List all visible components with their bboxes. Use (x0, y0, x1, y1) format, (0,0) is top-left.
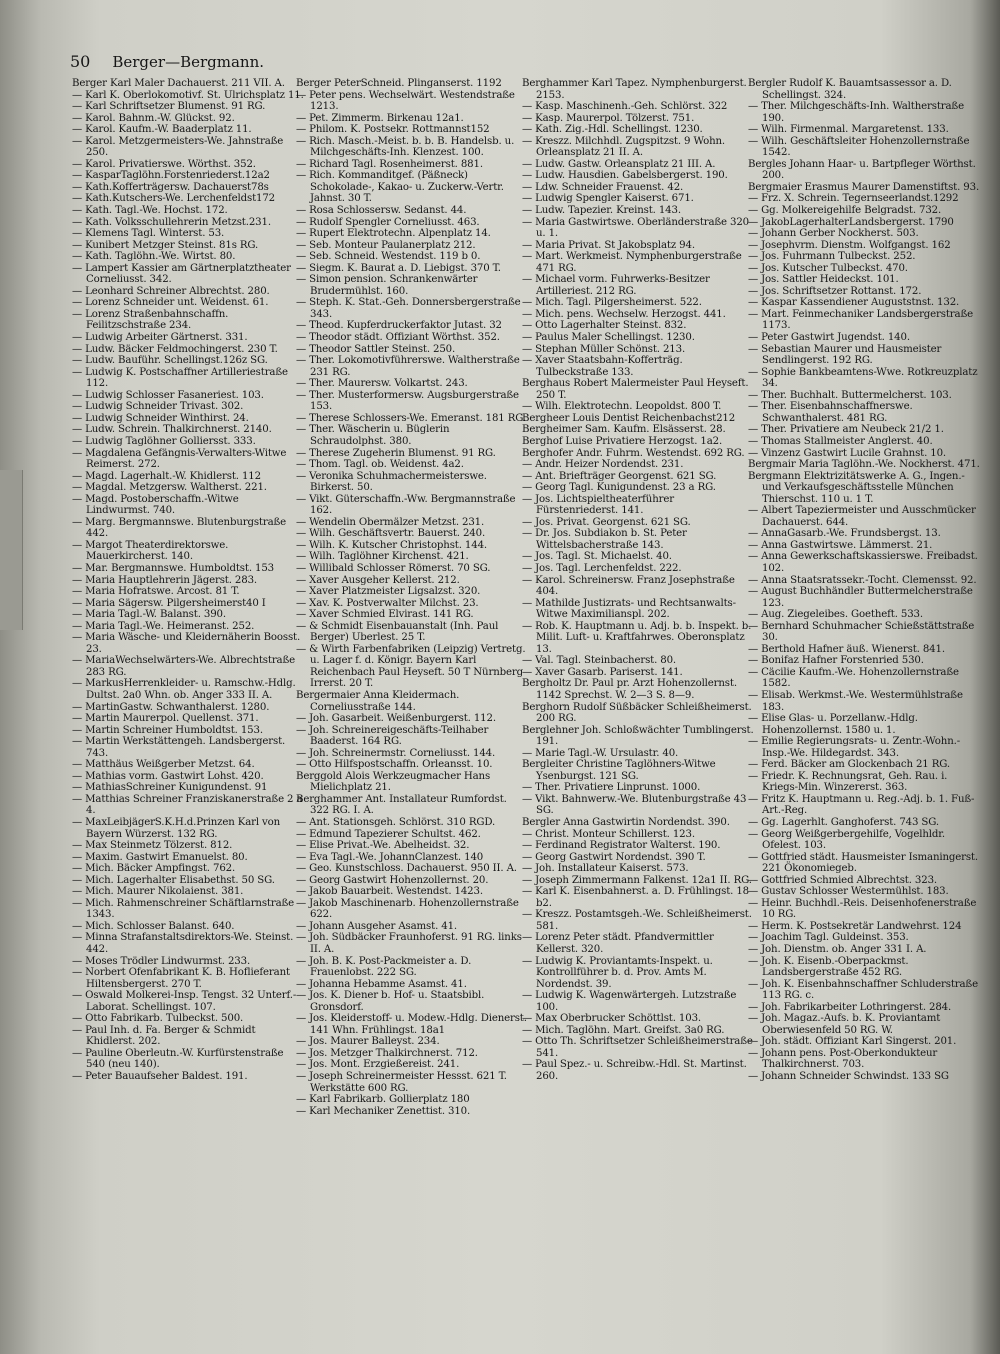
directory-entry: — Mich. Schlosser Balanst. 640. (72, 920, 235, 932)
directory-entry: — Rupert Elektrotechn. Alpenplatz 14. (296, 228, 491, 240)
directory-entry: — Kunibert Metzger Steinst. 81s RG. (72, 239, 259, 251)
directory-entry: — Otto Lagerhalter Steinst. 832. (522, 320, 687, 332)
directory-entry: — Maxim. Gastwirt Emanuelst. 80. (72, 851, 248, 863)
directory-entry: — Johanna Hebamme Asamst. 41. (296, 978, 467, 990)
directory-entry: — Ferd. Bäcker am Glockenbach 21 RG. (748, 759, 950, 771)
directory-entry: — Willibald Schlosser Römerst. 70 SG. (296, 562, 491, 574)
running-title: Berger—Bergmann. (112, 53, 265, 71)
directory-entry: — Georg Gastwirt Hohenzollernst. 20. (296, 874, 489, 886)
directory-entry: — Ant. Stationsgeh. Schlörst. 310 RGD. (296, 817, 496, 828)
directory-entry: — Ludw. Gastw. Orleansplatz 21 III. A. (522, 158, 716, 170)
directory-entry: — Emilie Regierungsrats- u. Zentr.-Wohn.-Insp.-We. Hildegardst. 343. (748, 736, 960, 759)
directory-entry: — Pet. Zimmerm. Birkenau 12a1. (296, 112, 464, 124)
directory-entry: — Karl Mechaniker Zenettist. 310. (296, 1105, 471, 1117)
directory-entry: — Ludw. Bauführ. Schellingst.126z SG. (72, 355, 268, 367)
directory-entry: — Kath. Volksschullehrerin Metzst.231. (72, 216, 271, 228)
directory-entry: — Wilh. Taglöhner Kirchenst. 421. (296, 551, 469, 563)
directory-entry: — Kreszz. Milchhdl. Zugspitzst. 9 Wohn. Orleansplatz 21 II. A. (522, 135, 725, 159)
directory-entry: — Mar. Bergmannswe. Humboldtst. 153 (72, 562, 275, 574)
directory-entry: — Thomas Stallmeister Anglerst. 40. (748, 435, 933, 447)
directory-entry: — Stephan Müller Schönst. 213. (522, 343, 686, 355)
directory-entry: — Wendelin Obermälzer Metzst. 231. (296, 516, 485, 528)
directory-entry: — Karl Schriftsetzer Blumenst. 91 RG. (72, 101, 266, 113)
directory-entry: — Val. Tagl. Steinbacherst. 80. (522, 655, 677, 667)
directory-entry: — Joh. Dienstm. ob. Anger 331 I. A. (748, 944, 927, 956)
directory-entry: — Jos. Kleiderstoff- u. Modew.-Hdlg. Dienerst. 141 Whn. Frühlingst. 18a1 (296, 1013, 527, 1036)
directory-entry: — Maria Tagl.-W. Balanst. 390. (72, 609, 226, 621)
directory-entry: — Norbert Ofenfabrikant K. B. Hoflieferant Hiltensbergerst. 270 T. (72, 967, 290, 990)
directory-entry: — Dr. Jos. Subdiakon b. St. Peter Wittelsbacherstraße 143. (522, 528, 687, 551)
directory-entry: — Ther. Musterformersw. Augsburgerstraße 153. (296, 389, 519, 413)
directory-entry: — Jos. Metzger Thalkirchnerst. 712. (296, 1047, 478, 1059)
directory-entry: — Wilh. Geschäftsleiter Hohenzollernstraße 1542. (748, 135, 970, 159)
directory-entry: — Jos. Sattler Heideckst. 101. (748, 274, 899, 286)
directory-entry: — Wilh. K. Kutscher Christophst. 144. (296, 539, 487, 551)
directory-entry: — MaxLeibjägerS.K.H.d.Prinzen Karl von Bayern Würzerst. 132 RG. (72, 817, 281, 840)
directory-entry: — Seb. Monteur Paulanerplatz 212. (296, 239, 476, 251)
directory-entry: — Thom. Tagl. ob. Weidenst. 4a2. (296, 459, 464, 471)
directory-entry: — Ther. Milchgeschäfts-Inh. Waltherstraße 190. (748, 101, 964, 124)
directory-entry: — Mathias vorm. Gastwirt Lohst. 420. (72, 770, 264, 782)
directory-entry: Berghammer Ant. Installateur Rumfordst. 322 RG. I. A. (296, 793, 507, 817)
directory-entry: Bergholtz Dr. Paul pr. Arzt Hohenzollernst. 1142 Sprechst. W. 2—3 S. 8—9. (522, 678, 737, 701)
directory-entry: — Mich. Lagerhalter Elisabethst. 50 SG. (72, 874, 275, 886)
directory-entry: — Kath. Zig.-Hdl. Schellingst. 1230. (522, 124, 703, 136)
directory-entry: — Johann pens. Post-Oberkondukteur Thalkirchnerst. 703. (748, 1047, 938, 1071)
directory-entry: — Kath.Kutschers-We. Lerchenfeldst172 (72, 193, 276, 205)
directory-entry: — Andr. Heizer Nordendst. 231. (522, 459, 684, 471)
directory-entry: — Friedr. K. Rechnungsrat, Geh. Rau. i. Kriegs-Min. Winzererst. 363. (748, 770, 948, 794)
directory-entry: — Wilh. Firmenmal. Margaretenst. 133. (748, 124, 949, 136)
directory-entry: Berger Karl Maler Dachauerst. 211 VII. A. (72, 78, 285, 89)
directory-entry: — Xav. K. Postverwalter Milchst. 23. (296, 597, 479, 609)
column-1 (72, 78, 304, 1083)
directory-entry: — Jakob Maschinenarb. Hohenzollernstraße 622. (296, 897, 519, 921)
directory-entry: — Sophie Bankbeamtens-Wwe. Rotkreuzplatz 34. (748, 366, 978, 390)
directory-entry: — Cäcilie Kaufm.-We. Hohenzollernstraße 1582. (748, 666, 959, 690)
directory-entry: — Kreszz. Postamtsgeh.-We. Schleißheimerst. 581. (522, 909, 752, 932)
directory-entry: — Martin Werkstättengeh. Landsbergerst. 743. (72, 736, 286, 759)
directory-entry: — Ldw. Schneider Frauenst. 42. (522, 181, 684, 193)
directory-entry: — Maria Wäsche- und Kleidernäherin Boosst. 23. (72, 632, 301, 655)
directory-entry: — Anna Gewerkschaftskassierswe. Freibadst. 102. (748, 551, 978, 574)
directory-entry: — Lorenz Schneider unt. Weidenst. 61. (72, 297, 269, 309)
directory-entry: — Maria Hauptlehrerin Jägerst. 283. (72, 574, 257, 586)
directory-entry: — Anna Gastwirtswe. Lämmerst. 21. (748, 539, 933, 551)
directory-entry: — Richard Tagl. Rosenheimerst. 881. (296, 158, 483, 170)
directory-entry: — Geo. Kunstschloss. Dachauerst. 950 II. A. (296, 863, 517, 875)
directory-entry: — Simon pension. Schrankenwärter Brudermühlst. 160. (296, 274, 478, 297)
column-3 (522, 78, 754, 1083)
directory-entry: — Kath. Tagl.-We. Hochst. 172. (72, 205, 228, 217)
directory-entry: — Mich. Tagl. Pilgersheimerst. 522. (522, 297, 702, 309)
directory-entry: — Ludwig Schlosser Fasaneriest. 103. (72, 389, 264, 401)
directory-entry: — Peter pens. Wechselwärt. Westendstraße 1213. (296, 89, 515, 113)
directory-entry: — Mich. Rahmenschreiner Schäftlarnstraße 1343. (72, 897, 295, 921)
directory-entry: — Magd. Postoberschaffn.-Witwe Lindwurmst. 740. (72, 493, 239, 517)
directory-entry: Berghorn Rudolf Süßbäcker Schleißheimerst. 200 RG. (522, 701, 752, 725)
directory-entry: — Leonhard Schreiner Albrechtst. 280. (72, 285, 270, 297)
directory-entry: — Ludwig Schneider Winthirst. 24. (72, 412, 249, 424)
directory-entry: — Philom. K. Postsekr. Rottmannst152 (296, 124, 490, 136)
directory-entry: Bergmair Maria Taglöhn.-We. Nockherst. 471. (748, 459, 980, 471)
directory-entry: — Wilh. Elektrotechn. Leopoldst. 800 T. (522, 401, 722, 413)
directory-entry: — Jakob Bauarbeit. Westendst. 1423. (296, 886, 483, 898)
directory-entry: — Berthold Hafner äuß. Wienerst. 841. (748, 643, 945, 655)
directory-entry: — Ludw. Schrein. Thalkirchnerst. 2140. (72, 424, 272, 436)
directory-entry: — Elisab. Werkmst.-We. Westermühlstraße 183. (748, 689, 963, 713)
directory-entry: — Gottfried Schmied Albrechtst. 323. (748, 874, 938, 886)
directory-entry: — Margot Theaterdirektorswe. Mauerkircherst. 140. (72, 539, 229, 563)
directory-entry: — Anna Staatsratssekr.-Tocht. Clemensst. 92. (748, 574, 977, 586)
directory-entry: — Ludwig Arbeiter Gärtnerst. 331. (72, 332, 248, 344)
directory-entry: — Oswald Molkerei-Insp. Tengst. 32 Unterf.-Laborat. Schellingst. 107. (72, 990, 297, 1013)
directory-entry: — KasparTaglöhn.Forstenriederst.12a2 (72, 170, 270, 182)
directory-entry: Berghammer Karl Tapez. Nymphenburgerst. 2153. (522, 78, 747, 101)
directory-entry: Bergmaier Erasmus Maurer Damenstiftst. 93. (748, 181, 980, 193)
directory-entry: — Ther. Wäscherin u. Büglerin Schraudolphst. 380. (296, 424, 450, 447)
directory-entry: — Lorenz Straßenbahnschaffn. Feilitzschstraße 234. (72, 308, 229, 332)
directory-entry: — JakobLagerhalterLandsbergerst. 1790 (748, 216, 954, 228)
directory-entry: — Gustav Schlosser Westermühlst. 183. (748, 886, 949, 898)
directory-entry: — MarkusHerrenkleider- u. Ramschw.-Hdlg. Dultst. 2a0 Whn. ob. Anger 333 II. A. (72, 678, 296, 701)
directory-entry: — Karol. Schreinersw. Franz Josephstraße 404. (522, 574, 735, 598)
directory-entry: — Magdal. Metzgersw. Waltherst. 221. (72, 482, 267, 494)
directory-entry: — Mich. pens. Wechselw. Herzogst. 441. (522, 308, 726, 320)
directory-entry: — Georg Tagl. Kunigundenst. 23 a RG. (522, 482, 716, 494)
directory-entry: — MathiasSchreiner Kunigundenst. 91 (72, 782, 268, 794)
directory-entry: — Xaver Platzmeister Ligsalzst. 320. (296, 586, 481, 598)
directory-entry: — Gg. Molkereigehilfe Belgradst. 732. (748, 205, 942, 217)
directory-entry: — Maria Gastwirtswe. Oberländerstraße 320 u. 1. (522, 216, 750, 240)
directory-entry: — Johann Schneider Schwindst. 133 SG (748, 1071, 949, 1083)
directory-entry: — Lampert Kassier am Gärtnerplatztheater Corneliusst. 342. (72, 262, 291, 286)
directory-entry: — Ludw. Bäcker Feldmochingerst. 230 T. (72, 343, 278, 355)
directory-entry: — Veronika Schuhmachermeisterswe. Birkerst. 50. (296, 470, 487, 494)
directory-entry: — & Schmidt Eisenbauanstalt (Inh. Paul Berger) Uberlest. 25 T. (296, 620, 499, 644)
directory-entry: — Theodor Sattler Steinst. 250. (296, 343, 456, 355)
directory-entry: — Kath.Kofferträgersw. Dachauerst78s (72, 181, 269, 193)
directory-entry: — Joh. Schreinereigeschäfts-Teilhaber Baaderst. 164 RG. (296, 724, 489, 748)
directory-entry: Berghofer Andr. Fuhrm. Westendst. 692 RG. (522, 447, 745, 459)
directory-entry: — Karl K. Eisenbahnerst. a. D. Frühlingst. 18 b2. (522, 886, 749, 909)
directory-entry: — Mart. Feinmechaniker Landsbergerstraße 1173. (748, 308, 973, 332)
directory-entry: — Rich. Kommanditgef. (Päßneck) Schokolade-, Kakao- u. Zuckerw.-Vertr. Jahnst. 30 T. (296, 170, 504, 205)
directory-entry: — Sebastian Maurer und Hausmeister Sendlingerst. 192 RG. (748, 343, 942, 367)
directory-entry: — Karol. Metzgermeisters-We. Jahnstraße 250. (72, 135, 284, 159)
directory-entry: — Aug. Ziegeleibes. Goetheft. 533. (748, 609, 923, 621)
directory-entry: — Vikt. Güterschaffn.-Ww. Bergmannstraße 162. (296, 493, 516, 517)
directory-entry: — Steph. K. Stat.-Geh. Donnersbergerstraße 343. (296, 297, 521, 320)
directory-entry: — Kaspar Kassendiener Auguststnst. 132. (748, 297, 960, 309)
directory-entry: — Eva Tagl.-We. JohannClanzest. 140 (296, 851, 484, 863)
directory-entry: — Ludwig Schneider Trivast. 302. (72, 401, 244, 413)
directory-entry: — Bernhard Schuhmacher Schießstättstraße 30. (748, 620, 975, 644)
directory-entry: — Seb. Schneid. Westendst. 119 b 0. (296, 251, 481, 263)
directory-entry: — Heinr. Buchhdl.-Reis. Deisenhofenerstraße 10 RG. (748, 897, 977, 921)
directory-entry: — August Buchhändler Buttermelcherstraße 123. (748, 586, 973, 609)
directory-entry: — AnnaGasarb.-We. Frundsbergst. 13. (748, 528, 941, 540)
directory-entry: — Ludw. Tapezier. Kreinst. 143. (522, 205, 681, 217)
directory-entry: — Pauline Oberleutn.-W. Kurfürstenstraße 540 (neu 140). (72, 1047, 284, 1071)
directory-entry: — Joh. städt. Offiziant Karl Singerst. 201. (748, 1036, 957, 1048)
directory-entry: — Xaver Gasarb. Pariserst. 141. (522, 666, 683, 678)
directory-entry: — Martin Maurerpol. Quellenst. 371. (72, 713, 259, 725)
directory-entry: — Elise Glas- u. Porzellanw.-Hdlg. Hohenzollernst. 1580 u. 1. (748, 713, 918, 736)
column-2 (296, 78, 528, 1117)
directory-entry: Bergleiter Christine Taglöhners-Witwe Ysenburgst. 121 SG. (522, 759, 716, 782)
directory-entry: — Rich. Masch.-Meist. b. b. B. Handelsb. u. Milchgeschäfts-Inh. Klenzest. 100. (296, 135, 515, 159)
directory-entry: — Paulus Maler Schellingst. 1230. (522, 332, 695, 344)
directory-entry: — Jos. K. Diener b. Hof- u. Staatsbibl. Gronsdorf. (296, 990, 485, 1013)
directory-entry: — MartinGastw. Schwanthalerst. 1280. (72, 701, 270, 713)
directory-entry: — Ludwig Taglöhner Golliersst. 333. (72, 435, 256, 447)
directory-entry: — Theodor städt. Offiziant Wörthst. 352. (296, 332, 500, 344)
directory-entry: — Mich. Taglöhn. Mart. Greifst. 3a0 RG. (522, 1024, 725, 1036)
directory-entry: — Kath. Taglöhn.-We. Wirtst. 80. (72, 251, 236, 263)
directory-entry: Berghaus Robert Malermeister Paul Heyseft. 250 T. (522, 378, 749, 401)
directory-entry: — Joseph Schreinermeister Hessst. 621 T. Werkstätte 600 RG. (296, 1071, 507, 1094)
directory-entry: — Joh. K. Eisenbahnschaffner Schluderstraße 113 RG. c. (748, 978, 978, 1002)
directory-entry: — Jos. Lichtspieltheaterführer Fürstenriederst. 141. (522, 493, 674, 517)
directory-entry: — Rudolf Spengler Corneliusst. 463. (296, 216, 480, 228)
directory-entry: — Ther. Maurersw. Volkartst. 243. (296, 378, 468, 390)
directory-entry: — Therese Schlossers-We. Emeranst. 181 RG. (296, 412, 526, 424)
directory-entry: — Ant. Briefträger Georgenst. 621 SG. (522, 470, 717, 482)
directory-entry: — Maria Privat. St Jakobsplatz 94. (522, 239, 695, 251)
directory-entry: — Therese Zugeherin Blumenst. 91 RG. (296, 447, 496, 459)
directory-entry: — Klemens Tagl. Winterst. 53. (72, 228, 225, 240)
page-header (70, 52, 264, 74)
directory-entry: — Mich. Maurer Nikolaienst. 381. (72, 886, 244, 898)
directory-entry: — Maria Hofratswe. Arcost. 81 T. (72, 586, 240, 598)
page-tab-edge (0, 470, 23, 630)
directory-entry: Berglehner Joh. Schloßwächter Tumblingerst. 191. (522, 724, 754, 748)
directory-entry: — Ludwig Spengler Kaiserst. 671. (522, 193, 694, 205)
directory-entry: — Michael vorm. Fuhrwerks-Besitzer Artilleriest. 212 RG. (522, 274, 710, 297)
directory-entry: — Ther. Privatiere am Neubeck 21/2 1. (748, 424, 944, 436)
directory-entry: — Jos. Tagl. St. Michaelst. 40. (522, 551, 672, 563)
directory-entry: — Herm. K. Postsekretär Landwehrst. 124 (748, 920, 962, 932)
directory-entry: — Georg Gastwirt Nordendst. 390 T. (522, 851, 706, 863)
directory-entry: Bergler Anna Gastwirtin Nordendst. 390. (522, 817, 730, 828)
directory-entry: — Otto Hilfspostschaffn. Orleansst. 10. (296, 759, 493, 771)
directory-entry: — Joh. B. K. Post-Packmeister a. D. Frauenlobst. 222 SG. (296, 955, 472, 979)
directory-entry: — Karol. Bahnm.-W. Glückst. 92. (72, 112, 235, 124)
directory-entry: — Xaver Ausgeher Kellerst. 212. (296, 574, 460, 586)
directory-entry: — Magdalena Gefängnis-Verwalters-Witwe Reimerst. 272. (72, 447, 287, 471)
directory-entry: — Jos. Mont. Erzgießereist. 241. (296, 1059, 460, 1071)
directory-entry: Bergmann Elektrizitätswerke A. G., Ingen.- und Verkaufsgeschäftsstelle München Thierschst. 110 u. 1 T. (748, 470, 965, 505)
directory-entry: — Wilh. Geschäftsvertr. Bauerst. 240. (296, 528, 486, 540)
directory-entry: — Fritz K. Hauptmann u. Reg.-Adj. b. 1. Fuß-Art.-Reg. (748, 793, 975, 817)
directory-entry: — Josephvrm. Dienstm. Wolfgangst. 162 (748, 239, 951, 251)
directory-entry: — Ferdinand Registrator Walterst. 190. (522, 840, 721, 852)
directory-entry: Bergheimer Sam. Kaufm. Elsässerst. 28. (522, 424, 726, 436)
directory-entry: — Magd. Lagerhalt.-W. Khidlerst. 112 (72, 470, 261, 482)
column-4 (748, 78, 980, 1083)
directory-entry: — Rosa Schlossersw. Sedanst. 44. (296, 205, 467, 217)
directory-entry: — Jos. Schriftsetzer Rottanst. 172. (748, 285, 922, 297)
directory-entry: — Max Oberbrucker Schöttlst. 103. (522, 1013, 702, 1025)
directory-entry: Berger PeterSchneid. Plinganserst. 1192 (296, 78, 502, 89)
directory-entry: Bergles Johann Haar- u. Bartpfleger Wörthst. 200. (748, 158, 976, 182)
directory-entry: — Jos. Maurer Balleyst. 234. (296, 1036, 440, 1048)
directory-entry: — Joh. Gasarbeit. Weißenburgerst. 112. (296, 713, 496, 725)
directory-entry: — Vikt. Bahnwerw.-We. Blutenburgstraße 43 SG. (522, 793, 747, 817)
directory-entry: — Joh. K. Eisenb.-Oberpackmst. Landsbergerstraße 452 RG. (748, 955, 909, 979)
directory-entry: — Karl K. Oberlokomotivf. St. Ulrichsplatz 11. (72, 89, 304, 101)
directory-entry: — Albert Tapeziermeister und Ausschmücker Dachauerst. 644. (748, 505, 976, 528)
directory-entry: Bergheer Louis Dentist Reichenbachst212 (522, 412, 736, 424)
directory-entry: — Johann Ausgeher Asamst. 41. (296, 920, 458, 932)
directory-entry: — Paul Inh. d. Fa. Berger & Schmidt Khidlerst. 202. (72, 1024, 256, 1048)
directory-entry: — MariaWechselwärters-We. Albrechtstraße 283 RG. (72, 655, 295, 678)
directory-entry: — Matthäus Weißgerber Metzst. 64. (72, 759, 255, 771)
directory-entry: — Joh. Fabrikarbeiter Lothringerst. 284. (748, 1001, 952, 1013)
directory-entry: — Ludw. Hausdien. Gabelsbergerst. 190. (522, 170, 728, 182)
directory-entry: — Marie Tagl.-W. Ursulastr. 40. (522, 747, 679, 759)
directory-entry: — Mathilde Justizrats- und Rechtsanwalts-Witwe Maximilianspl. 202. (522, 597, 736, 621)
directory-entry: — Karol. Privatierswe. Wörthst. 352. (72, 158, 256, 170)
directory-entry: — Joh. Installateur Kaiserst. 573. (522, 863, 689, 875)
directory-entry: — Ther. Privatiere Linprunst. 1000. (522, 782, 701, 794)
directory-entry: — Vinzenz Gastwirt Lucile Grahnst. 10. (748, 447, 947, 459)
directory-entry: — Bonifaz Hafner Forstenried 530. (748, 655, 924, 667)
directory-entry: — Ther. Buchhalt. Buttermelcherst. 103. (748, 389, 952, 401)
directory-entry: — Ther. Eisenbahnschaffnerswe. Schwanthalerst. 481 RG. (748, 401, 913, 424)
directory-entry: — Paul Spez.- u. Schreibw.-Hdl. St. Martinst. 260. (522, 1059, 747, 1083)
directory-entry: — Lorenz Peter städt. Pfandvermittler Kellerst. 320. (522, 932, 714, 956)
directory-entry: — Mart. Werkmeist. Nymphenburgerstraße 471 RG. (522, 251, 742, 274)
directory-entry: — Karl Fabrikarb. Gollierplatz 180 (296, 1094, 470, 1106)
directory-entry: — Elise Privat.-We. Abelheidst. 32. (296, 840, 470, 852)
directory-entry: — Theod. Kupferdruckerfaktor Jutast. 32 (296, 320, 502, 332)
directory-entry: — Christ. Monteur Schillerst. 123. (522, 828, 695, 840)
directory-entry: — Rob. K. Hauptmann u. Adj. b. b. Inspekt. b. Milit. Luft- u. Kraftfahrwes. Oberonsplatz 13. (522, 620, 752, 655)
directory-entry: — Maria Sägersw. Pilgersheimerst40 I (72, 597, 266, 609)
directory-entry: — Johann Gerber Nockherst. 503. (748, 228, 919, 240)
directory-entry: — Marg. Bergmannswe. Blutenburgstraße 442. (72, 516, 287, 540)
directory-entry: — Maria Tagl.-We. Heimeranst. 252. (72, 620, 255, 632)
directory-entry: — Otto Th. Schriftsetzer Schleißheimerstraße 541. (522, 1036, 753, 1059)
directory-entry: — Otto Fabrikarb. Tulbeckst. 500. (72, 1013, 244, 1025)
directory-entry: — Gottfried städt. Hausmeister Ismaningerst. 221 Ökonomiegeb. (748, 851, 978, 875)
directory-entry: — Moses Trödler Lindwurmst. 233. (72, 955, 251, 967)
directory-entry: — Matthias Schreiner Franziskanerstraße 2 a 4. (72, 793, 303, 817)
directory-entry: Bergermaier Anna Kleidermach. Corneliusstraße 144. (296, 689, 460, 713)
directory-entry: — Siegm. K. Baurat a. D. Liebigst. 370 T. (296, 262, 501, 274)
directory-entry: — Peter Gastwirt Jugendst. 140. (748, 332, 910, 344)
directory-entry: — Frz. X. Schrein. Tegernseerlandst.1292 (748, 193, 959, 205)
directory-entry: — Kasp. Maurerpol. Tölzerst. 751. (522, 112, 695, 124)
directory-entry: Bergler Rudolf K. Bauamtsassessor a. D. Schellingst. 324. (748, 78, 952, 101)
directory-entry: — Jos. Tagl. Lerchenfeldst. 222. (522, 562, 682, 574)
directory-entry: — Xaver Schmied Elvirast. 141 RG. (296, 609, 474, 621)
directory-entry: — Joseph Zimmermann Falkenst. 12a1 II. RG. (522, 874, 752, 886)
directory-entry: — Karol. Kaufm.-W. Baaderplatz 11. (72, 124, 252, 136)
directory-entry: — Kasp. Maschinenh.-Geh. Schlörst. 322 (522, 101, 728, 113)
directory-entry: — Xaver Staatsbahn-Kofferträg. Tulbeckstraße 133. (522, 355, 683, 378)
directory-entry: Berghof Luise Privatiere Herzogst. 1a2. (522, 435, 723, 447)
directory-entry: — Joh. Schreinermstr. Corneliusst. 144. (296, 747, 496, 759)
directory-entry: — Georg Weißgerbergehilfe, Vogelhldr. Ofelest. 103. (748, 828, 945, 852)
page-number: 50 (70, 52, 91, 71)
directory-entry: — Ther. Lokomotivführerswe. Waltherstraße 231 RG. (296, 355, 520, 378)
directory-entry: — Minna Strafanstaltsdirektors-We. Steinst. 442. (72, 932, 294, 956)
directory-entry: — Ludwig K. Postschaffner Artilleriestraße 112. (72, 366, 288, 390)
directory-entry: — Edmund Tapezierer Schultst. 462. (296, 828, 481, 840)
directory-entry: — Gg. Lagerhlt. Ganghoferst. 743 SG. (748, 817, 939, 828)
directory-entry: — Jos. Fuhrmann Tulbeckst. 252. (748, 251, 916, 263)
directory-entry: — & Wirth Farbenfabriken (Leipzig) Vertretg. u. Lager f. d. Königr. Bayern Karl Reichenbach Paul Heyseft. 50 T Nürnberg Irrerst. 20 T. (296, 643, 526, 690)
directory-entry: — Ludwig K. Proviantamts-Inspekt. u. Kontrollführer b. d. Prov. Amts M. Nordendst. 39. (522, 955, 713, 990)
directory-entry: — Peter Bauaufseher Baldest. 191. (72, 1071, 248, 1083)
directory-entry: Berggold Alois Werkzeugmacher Hans Mielichplatz 21. (296, 770, 491, 794)
directory-entry: — Joh. Magaz.-Aufs. b. K. Proviantamt Oberwiesenfeld 50 RG. W. (748, 1013, 941, 1036)
directory-entry: — Joh. Südbäcker Fraunhoferst. 91 RG. links II. A. (296, 932, 522, 956)
directory-entry: — Mich. Bäcker Ampfingst. 762. (72, 863, 236, 875)
directory-entry: — Joachim Tagl. Guldeinst. 353. (748, 932, 909, 944)
directory-entry: — Max Steinmetz Tölzerst. 812. (72, 840, 233, 852)
directory-entry: — Ludwig K. Wagenwärtergeh. Lutzstraße 100. (522, 990, 737, 1013)
directory-entry: — Jos. Privat. Georgenst. 621 SG. (522, 516, 691, 528)
directory-entry: — Jos. Kutscher Tulbeckst. 470. (748, 262, 908, 274)
directory-entry: — Martin Schreiner Humboldtst. 153. (72, 724, 263, 736)
